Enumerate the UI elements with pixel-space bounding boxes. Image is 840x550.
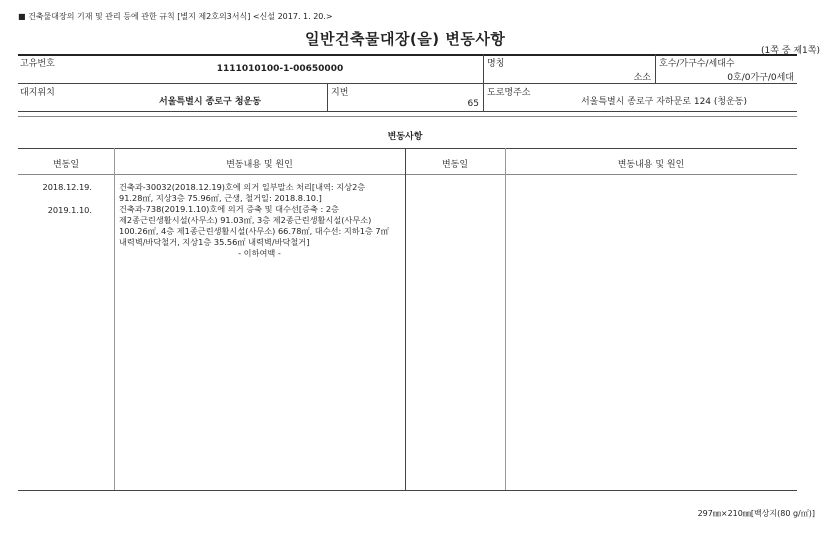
lot-value: 65 bbox=[467, 99, 479, 109]
form-note: ■ 건축물대장의 기재 및 관리 등에 관한 규칙 [별지 제2호의3서식] <신설 2017. 1. 20.> bbox=[18, 12, 333, 21]
col-divider-changes-1 bbox=[114, 148, 115, 490]
col-divider-changes-3 bbox=[505, 148, 506, 490]
unique-no-value: 1111010100-1-00650000 bbox=[216, 64, 344, 74]
change-content-line: 제2종근린생활시설(사무소) 91.03㎡, 3층 제2종근린생활시설(사무소) bbox=[119, 215, 372, 225]
col-divider-changes-2 bbox=[405, 148, 406, 490]
change-content-line: 건축과-738(2019.1.10)호에 의거 증축 및 대수선[증축 : 2층 bbox=[119, 204, 339, 214]
col-header-date-2: 변동일 bbox=[441, 160, 469, 170]
lot-label: 지번 bbox=[331, 88, 349, 98]
col-divider-road bbox=[483, 83, 484, 111]
unique-no-label: 고유번호 bbox=[20, 59, 55, 69]
col-header-content: 변동내용 및 원인 bbox=[226, 160, 293, 170]
site-label: 대지위치 bbox=[20, 88, 55, 98]
col-header-date: 변동일 bbox=[52, 160, 80, 170]
change-content-line: 100.26㎡, 4층 제1종근린생활시설(사무소) 66.78㎡, 대수선: 지하1층 7㎡ bbox=[119, 226, 389, 236]
change-content-line: 건축과-30032(2018.12.19)호에 의거 일부말소 처리[내역: 지상2층 bbox=[119, 182, 366, 192]
road-value: 서울특별시 종로구 자하문로 124 (청운동) bbox=[580, 97, 747, 107]
name-value: 소소 bbox=[633, 73, 651, 83]
col-divider-name bbox=[483, 54, 484, 83]
row-divider-3 bbox=[18, 116, 797, 117]
road-label: 도로명주소 bbox=[487, 88, 531, 98]
col-divider-lot bbox=[327, 83, 328, 111]
paper-size-note: 297㎜×210㎜[백상지(80 g/㎡)] bbox=[697, 509, 815, 518]
table-bottom-border bbox=[18, 490, 797, 491]
site-value: 서울특별시 종로구 청운동 bbox=[159, 97, 261, 107]
section-title: 변동사항 bbox=[387, 132, 423, 142]
end-mark: - 이하여백 - bbox=[238, 248, 281, 258]
row-divider-1 bbox=[18, 83, 797, 84]
page-title: 일반건축물대장(을) 변동사항 bbox=[305, 30, 506, 48]
change-content-line: 91.28㎡, 지상3층 75.96㎡, 근생, 철거일: 2018.8.10.] bbox=[119, 193, 322, 203]
units-value: 0호/0가구/0세대 bbox=[727, 73, 794, 83]
change-content-line: 내력벽/바닥철거, 지상1층 35.56㎡ 내력벽/바닥철거] bbox=[119, 237, 310, 247]
col-header-content-2: 변동내용 및 원인 bbox=[617, 160, 685, 170]
row-divider-5 bbox=[18, 174, 797, 175]
change-date: 2019.1.10. bbox=[47, 205, 92, 215]
change-date: 2018.12.19. bbox=[42, 182, 92, 192]
row-divider-4 bbox=[18, 148, 797, 149]
col-divider-units bbox=[655, 54, 656, 83]
row-divider-2 bbox=[18, 111, 797, 112]
name-label: 명칭 bbox=[487, 59, 505, 69]
page-info: (1쪽 중 제1쪽) bbox=[761, 46, 820, 56]
units-label: 호수/가구수/세대수 bbox=[659, 59, 735, 69]
